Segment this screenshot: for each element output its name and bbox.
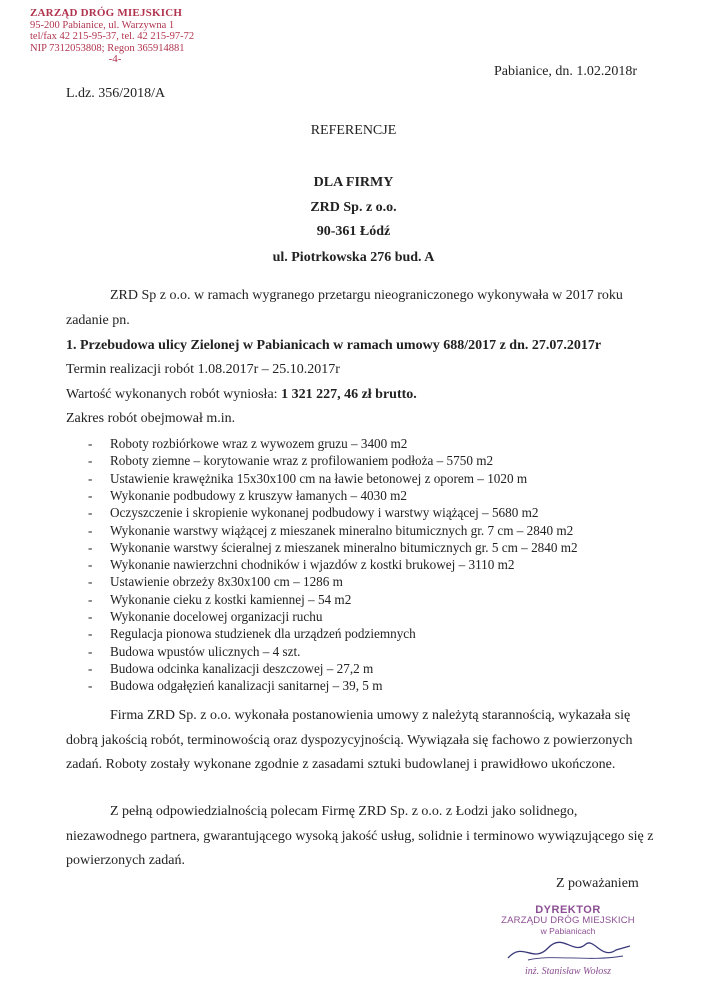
list-bullet: -: [88, 436, 93, 451]
works-value: [66, 387, 417, 403]
document-title: REFERENCJE: [310, 123, 397, 138]
list-item-text: Wykonanie cieku z kostki kamiennej – 54 m2: [110, 591, 352, 607]
list-bullet: -: [88, 643, 93, 659]
intro-line-2: zadanie pn.: [66, 313, 130, 328]
list-bullet: -: [88, 626, 93, 642]
project-title: 1. Przebudowa ulicy Zielonej w Pabianicach w ramach umowy 688/2017 z dn. 27.07.2017r: [66, 338, 602, 353]
list-bullet: -: [88, 539, 93, 555]
place-date: Pabianice, dn. 1.02.2018r: [494, 64, 638, 79]
list-item-text: Wykonanie warstwy wiążącej z mieszanek mineralno bitumicznych gr. 7 cm – 2840 m2: [110, 522, 574, 538]
closing-regards: Z poważaniem: [556, 876, 639, 891]
list-item-text: Budowa wpustów ulicznych – 4 szt.: [110, 643, 301, 659]
list-item-text: Roboty ziemne – korytowanie wraz z profilowaniem podłoża – 5750 m2: [110, 453, 494, 469]
recipient-company: ZRD Sp. z o.o.: [310, 200, 397, 215]
list-bullet: -: [88, 557, 93, 573]
stamp-address: 95-200 Pabianice, ul. Warzywna 1: [30, 19, 175, 31]
list-bullet: -: [88, 470, 93, 486]
list-bullet: -: [88, 591, 93, 607]
handwritten-signature: [478, 936, 658, 966]
list-item-text: Roboty rozbiórkowe wraz z wywozem gruzu – 3400 m2: [110, 436, 408, 451]
realization-term: Termin realizacji robót 1.08.2017r – 25.10.2017r: [66, 362, 340, 377]
list-item-text: Wykonanie warstwy ścieralnej z mieszanek mineralno bitumicznych gr. 5 cm – 2840 m2: [110, 539, 578, 555]
recipient-street: ul. Piotrkowska 276 bud. A: [272, 250, 435, 265]
list-bullet: -: [88, 487, 93, 503]
list-item-text: Wykonanie docelowej organizacji ruchu: [110, 609, 323, 624]
signature-org: ZARZĄDU DRÓG MIEJSKICH: [501, 915, 635, 926]
list-item-text: Wykonanie podbudowy z kruszyw łamanych – 4030 m2: [110, 487, 407, 503]
paragraph-performance: Firma ZRD Sp. z o.o. wykonała postanowienia umowy z należytą starannością, wykazała się dobrą jakością robót, terminowością oraz dyspozycyjnością. Wywiązała się fachowo z powierzonych zadań. Roboty zostały wykonane zgodnie z zasadami sztuki budowlanej i prawidłowo ukończone.: [66, 708, 633, 772]
stamp-org-name: ZARZĄD DRÓG MIEJSKICH: [30, 7, 183, 19]
stamp-nip-regon: NIP 7312053808; Regon 365914881: [30, 42, 185, 54]
intro-line-1: ZRD Sp z o.o. w ramach wygranego przetargu nieograniczonego wykonywała w 2017 roku: [110, 288, 623, 303]
signature-scribble-icon: [498, 936, 638, 966]
list-item-text: Budowa odcinka kanalizacji deszczowej – 27,2 m: [110, 660, 374, 676]
list-bullet: -: [88, 574, 93, 590]
recipient-city: 90-361 Łódź: [316, 224, 391, 239]
works-value-amount: 1 321 227, 46 zł brutto.: [281, 387, 417, 402]
reference-number: L.dz. 356/2018/A: [66, 86, 166, 101]
list-item-text: Budowa odgałęzień kanalizacji sanitarnej – 39, 5 m: [110, 678, 383, 694]
signature-title: DYREKTOR: [535, 904, 601, 916]
list-item-text: Wykonanie nawierzchni chodników i wjazdów z kostki brukowej – 3110 m2: [110, 557, 515, 573]
paragraph-recommendation: Z pełną odpowiedzialnością polecam Firmę ZRD Sp. z o.o. z Łodzi jako solidnego, niezawodnego partnera, gwarantującego wysoką jakość usług, solidnie i terminowo wywiązującego się z powierzonych zadań.: [66, 804, 654, 868]
list-bullet: -: [88, 505, 93, 521]
scope-label: Zakres robót obejmował m.in.: [66, 411, 236, 426]
list-bullet: -: [88, 678, 93, 694]
sender-stamp: [30, 8, 200, 66]
list-bullet: -: [88, 660, 93, 676]
signature-name: inż. Stanisław Wołosz: [524, 966, 612, 977]
stamp-phones: tel/fax 42 215-95-37, tel. 42 215-97-72: [30, 31, 195, 42]
list-bullet: -: [88, 453, 93, 469]
list-item-text: Ustawienie krawężnika 15x30x100 cm na ławie betonowej z oporem – 1020 m: [110, 470, 528, 486]
list-bullet: -: [88, 522, 93, 538]
works-value-label: Wartość wykonanych robót wyniosła:: [66, 387, 282, 402]
stamp-number: -4-: [108, 53, 122, 65]
list-bullet: -: [88, 609, 93, 624]
recipient-label: DLA FIRMY: [313, 175, 394, 190]
list-item-text: Ustawienie obrzeży 8x30x100 cm – 1286 m: [110, 574, 343, 590]
signature-stamp: [478, 904, 658, 977]
list-item-text: Regulacja pionowa studzienek dla urządzeń podziemnych: [110, 626, 416, 642]
list-item-text: Oczyszczenie i skropienie wykonanej podbudowy i warstwy wiążącej – 5680 m2: [110, 505, 539, 521]
signature-city: w Pabianicach: [540, 926, 596, 936]
